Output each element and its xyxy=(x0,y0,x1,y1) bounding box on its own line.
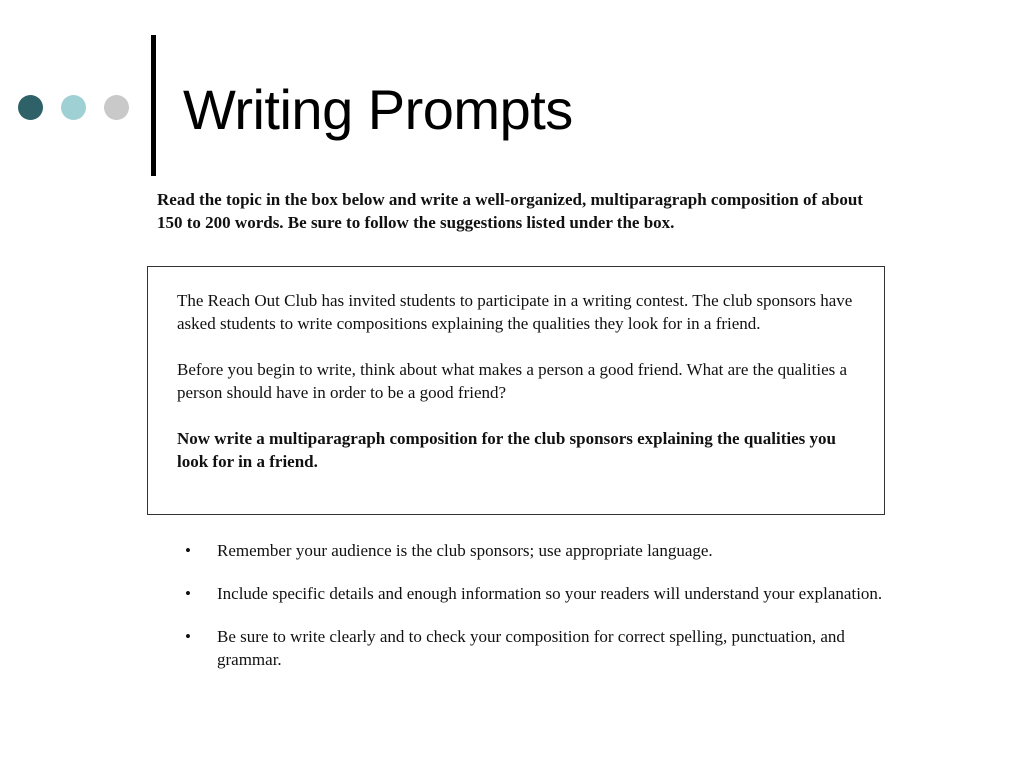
bullet-icon: • xyxy=(185,627,191,646)
bullet-icon: • xyxy=(185,541,191,560)
suggestion-text: Be sure to write clearly and to check your composition for correct spelling, punctuation, and grammar. xyxy=(217,627,845,669)
suggestion-text: Include specific details and enough information so your readers will understand your explanation. xyxy=(217,584,883,603)
topic-paragraph-task: Now write a multiparagraph composition for the club sponsors explaining the qualities you look for in a friend. xyxy=(177,429,836,471)
topic-paragraph-think: Before you begin to write, think about what makes a person a good friend. What are the qualities a person should have in order to be a good friend? xyxy=(177,360,848,402)
instructions-text: Read the topic in the box below and write a well-organized, multiparagraph composition of about 150 to 200 words. Be sure to follow the suggestions listed under the box. xyxy=(157,190,863,232)
slide-title: Writing Prompts xyxy=(183,78,573,141)
decorative-dot-light-teal xyxy=(61,95,86,120)
suggestion-item-clarity xyxy=(180,625,905,671)
decorative-dot-gray xyxy=(104,95,129,120)
suggestions-list xyxy=(180,539,905,691)
suggestion-item-details xyxy=(180,582,905,605)
topic-box xyxy=(147,266,885,515)
decorative-dot-dark xyxy=(18,95,43,120)
suggestion-text: Remember your audience is the club sponsors; use appropriate language. xyxy=(217,541,713,560)
title-divider-line xyxy=(151,35,156,176)
suggestion-item-audience xyxy=(180,539,905,562)
bullet-icon: • xyxy=(185,584,191,603)
topic-paragraph-contest: The Reach Out Club has invited students to participate in a writing contest. The club sponsors have asked students to write compositions explaining the qualities they look for in a friend. xyxy=(177,291,853,333)
